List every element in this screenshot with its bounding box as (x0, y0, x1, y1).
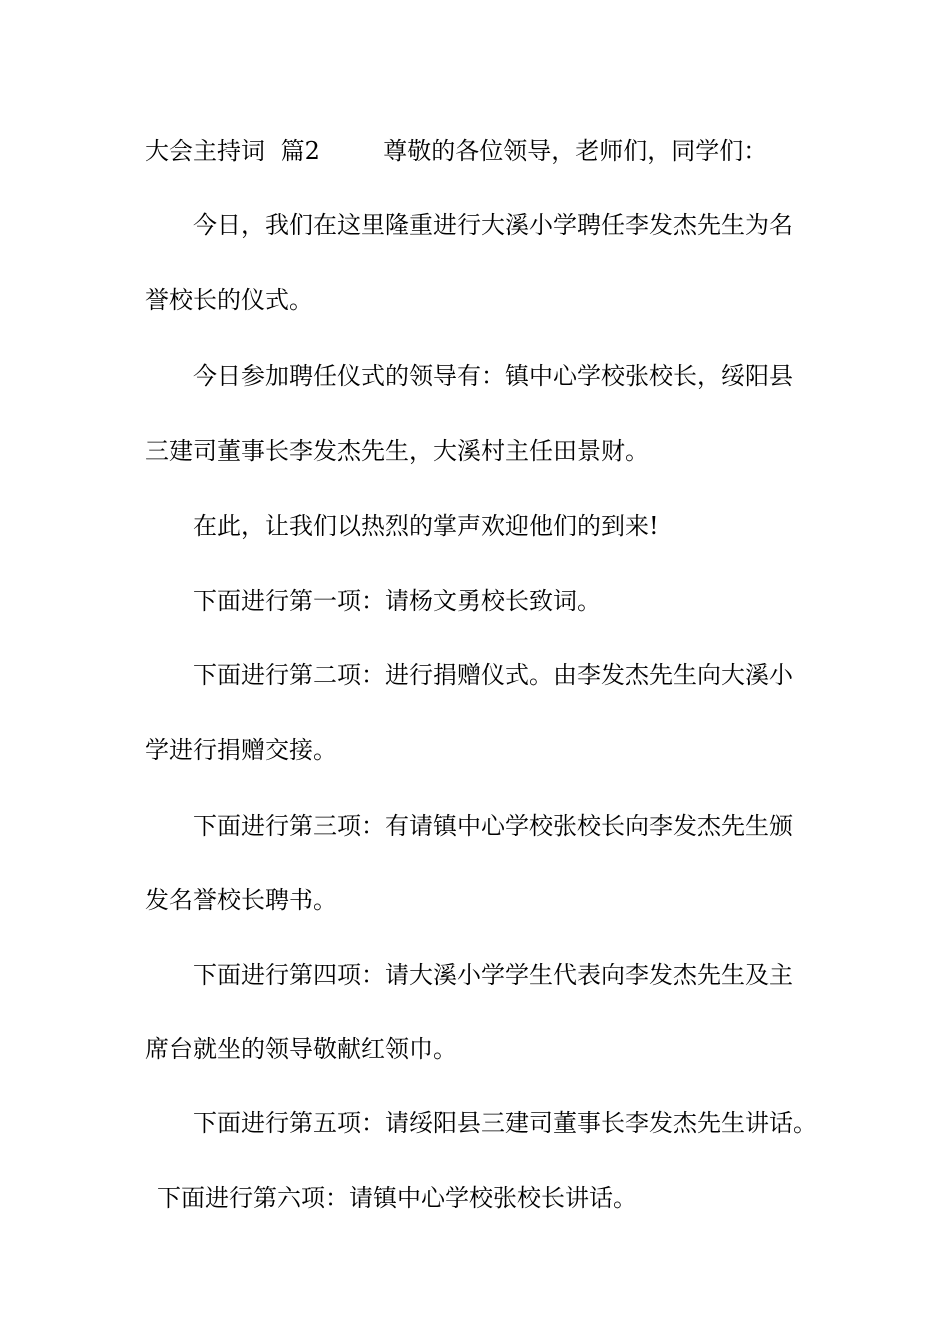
section-label: 篇2 (280, 137, 320, 165)
paragraph-line: 下面进行第三项：有请镇中心学校张校长向李发杰先生颁 (193, 812, 793, 840)
paragraph-line: 下面进行第二项：进行捐赠仪式。由李发杰先生向大溪小 (193, 661, 793, 689)
paragraph-line: 席台就坐的领导敬献红领巾。 (145, 1035, 457, 1063)
paragraph-line: 下面进行第一项：请杨文勇校长致词。 (193, 587, 601, 615)
paragraph-line: 下面进行第六项：请镇中心学校张校长讲话。 (157, 1184, 637, 1212)
paragraph-line: 发名誉校长聘书。 (145, 886, 337, 914)
heading-line (145, 136, 767, 166)
paragraph-line: 在此，让我们以热烈的掌声欢迎他们的到来! (193, 512, 659, 540)
paragraph-line: 三建司董事长李发杰先生，大溪村主任田景财。 (145, 437, 649, 465)
paragraph-line: 学进行捐赠交接。 (145, 736, 337, 764)
greeting: 尊敬的各位领导，老师们，同学们： (383, 137, 768, 165)
paragraph-line: 今日，我们在这里隆重进行大溪小学聘任李发杰先生为名 (193, 211, 793, 239)
paragraph-line: 誉校长的仪式。 (145, 286, 313, 314)
paragraph-line: 今日参加聘任仪式的领导有：镇中心学校张校长，绥阳县 (193, 362, 793, 390)
paragraph-line: 下面进行第五项：请绥阳县三建司董事长李发杰先生讲话。 (193, 1109, 817, 1137)
document-title: 大会主持词 (145, 137, 265, 165)
paragraph-line: 下面进行第四项：请大溪小学学生代表向李发杰先生及主 (193, 961, 793, 989)
